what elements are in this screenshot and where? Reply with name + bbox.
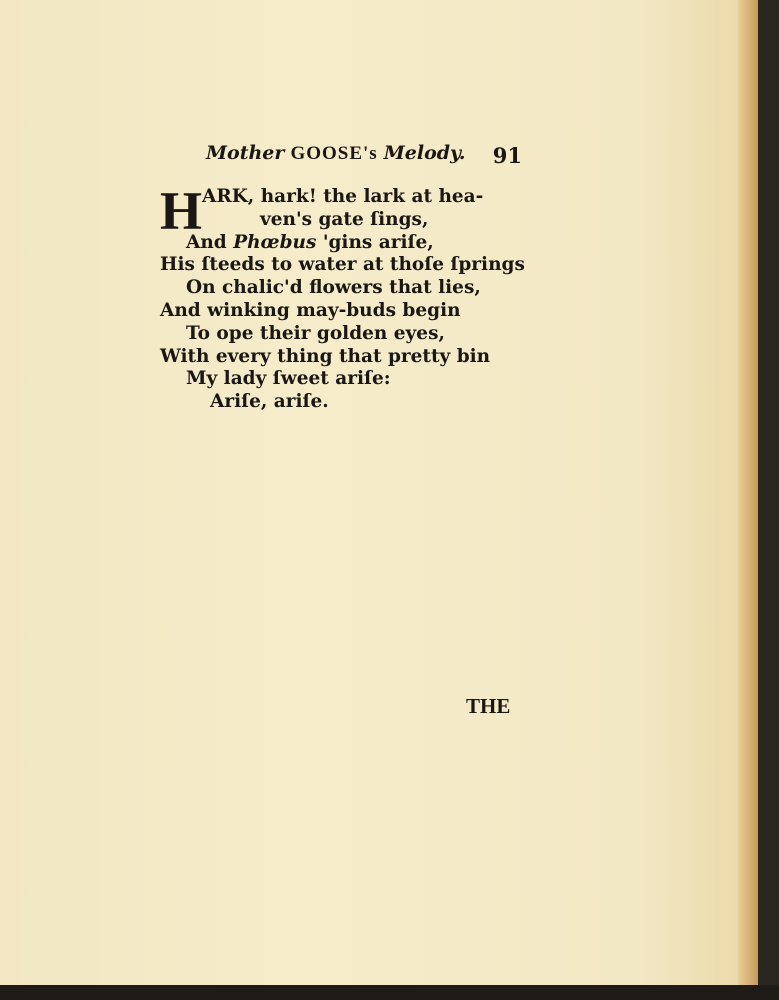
running-head-goose: GOOSE's — [290, 143, 378, 164]
poem-line: ARK, hark! the lark at hea- — [202, 186, 484, 207]
running-head-melody: Melody. — [383, 142, 466, 164]
poem-line: With every thing that pretty bin — [160, 345, 491, 367]
drop-cap: H — [160, 181, 203, 241]
poem-line: Ariſe, ariſe. — [210, 391, 329, 413]
poem-line: ven's gate ſings, — [260, 208, 429, 230]
poem-line: To ope their golden eyes, — [186, 322, 445, 344]
background-strip — [0, 985, 779, 1000]
page-header — [160, 142, 522, 172]
catchword: THE — [466, 694, 511, 718]
running-head — [206, 142, 466, 165]
italic-name: Phœbus — [233, 231, 317, 253]
running-head-mother: Mother — [206, 142, 285, 164]
poem-line: My lady ſweet ariſe: — [186, 368, 391, 390]
page-number: 91 — [492, 143, 522, 168]
poem-line: And winking may-buds begin — [160, 299, 461, 321]
poem-line: On chalic'd flowers that lies, — [186, 277, 481, 299]
poem — [160, 181, 530, 414]
page-edge — [738, 0, 758, 985]
poem-line: And Phœbus 'gins ariſe, — [186, 231, 434, 253]
poem-line: His ſteeds to water at thoſe ſprings — [160, 254, 525, 276]
